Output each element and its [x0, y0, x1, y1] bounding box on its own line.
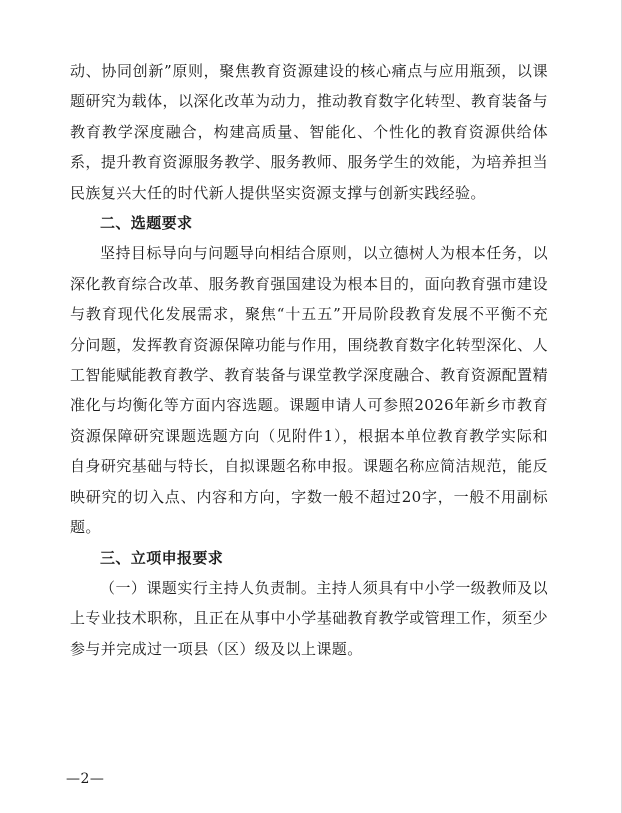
paragraph-topic-requirements: 坚持目标导向与问题导向相结合原则，以立德树人为根本任务，以深化教育综合改革、服务教育强国建设为根本目的，面向教育强市建设与教育现代化发展需求，聚焦“十五五”开局阶段教育发展不平衡不充分问题，发挥教育资源保障功能与作用，围绕教育数字化转型深化、人工智能赋能教育教学、教育装备与课堂教学深度融合、教育资源配置精准化与均衡化等方面内容选题。课题申请人可参照2026年新乡市教育资源保障研究课题选题方向（见附件1），根据本单位教育教学实际和自身研究基础与特长，自拟课题名称申报。课题名称应简洁规范，能反映研究的切入点、内容和方向，字数一般不超过20字，一般不用副标题。: [70, 244, 548, 537]
paragraph-host-responsibility: （一）课题实行主持人负责制。主持人须具有中小学一级教师及以上专业技术职称，且正在从事中小学基础教育教学或管理工作，须至少参与并完成过一项县（区）级及以上课题。: [70, 578, 548, 658]
paragraph-principles-continued: 动、协同创新”原则，聚焦教育资源建设的核心痛点与应用瓶颈，以课题研究为载体，以深化改革为动力，推动教育数字化转型、教育装备与教育教学深度融合，构建高质量、智能化、个性化的教育资源供给体系，提升教育资源服务教学、服务教师、服务学生的效能，为培养担当民族复兴大任的时代新人提供坚实资源支撑与创新实践经验。: [70, 62, 548, 202]
section-heading-application-requirements: 三、立项申报要求: [100, 548, 224, 567]
section-heading-topic-requirements: 二、选题要求: [100, 214, 193, 233]
document-body: [70, 56, 548, 664]
page-number: —2—: [66, 771, 105, 787]
